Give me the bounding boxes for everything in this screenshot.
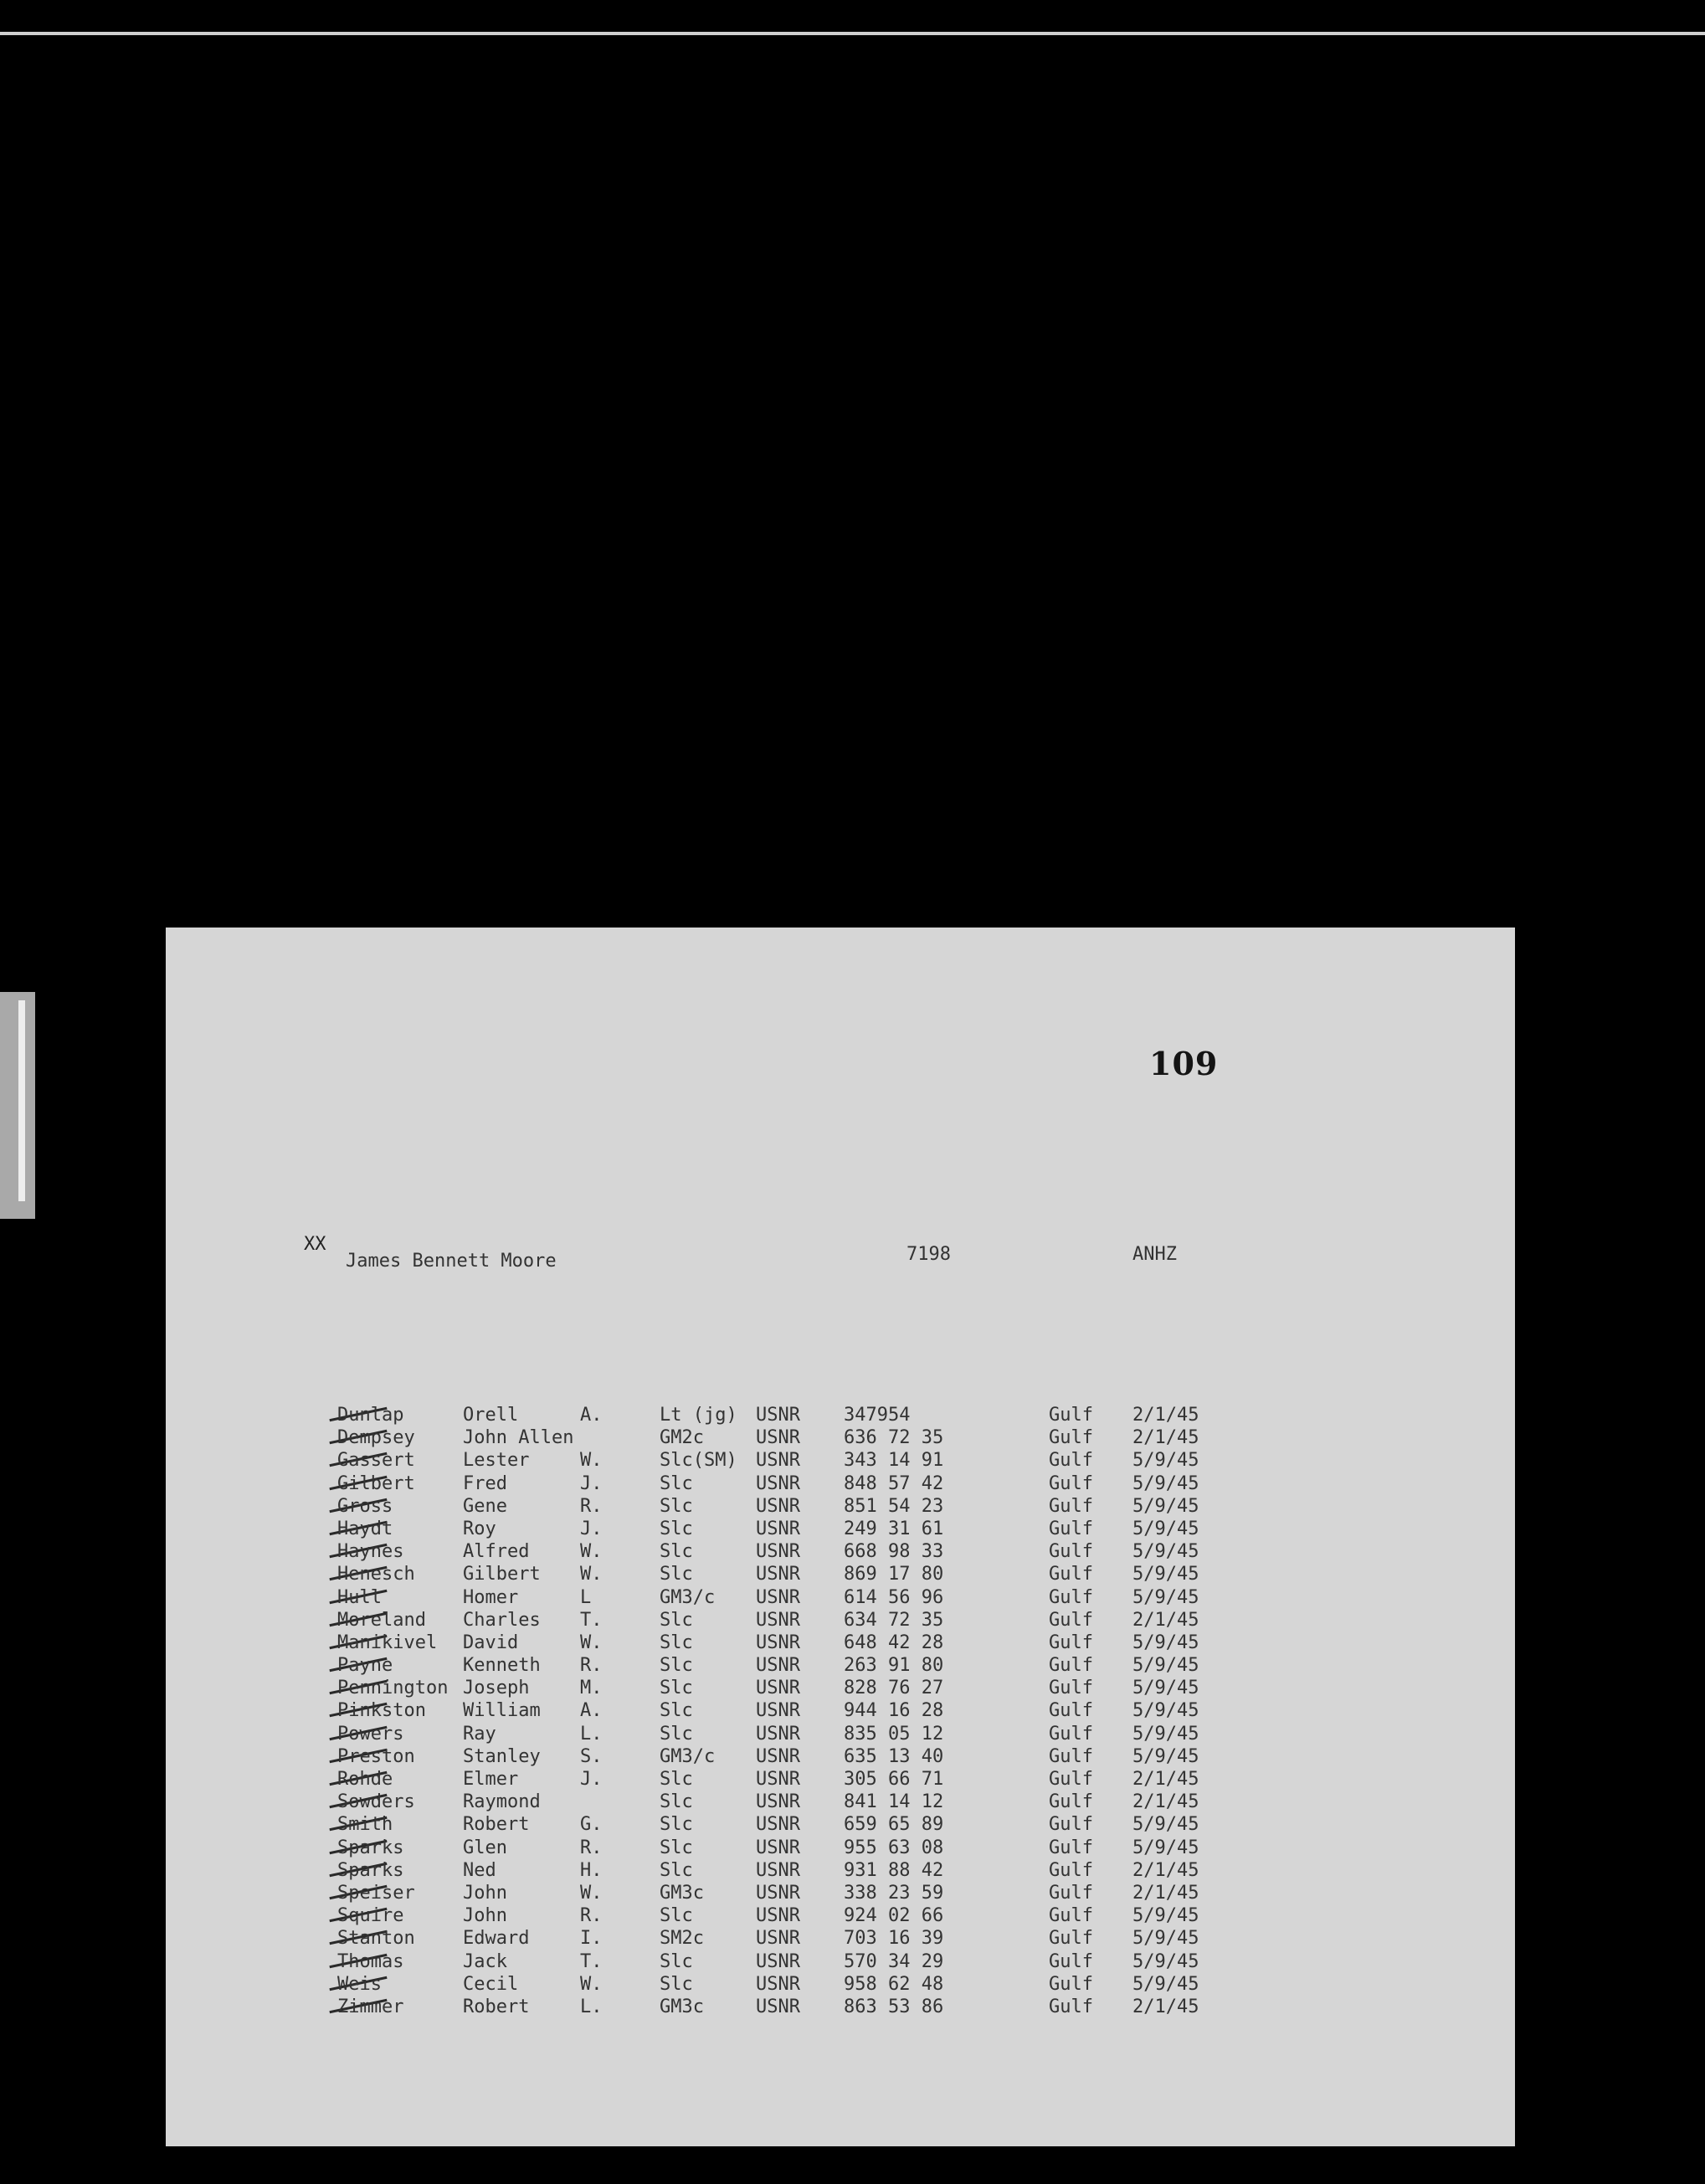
roster-row: [337, 1883, 1425, 1905]
scan-edge-shadow: [0, 992, 35, 1219]
first-name: Alfred: [463, 1541, 530, 1563]
roster-row: [337, 1678, 1425, 1700]
roster-row: [337, 1769, 1425, 1791]
date: 5/9/45: [1132, 1655, 1199, 1677]
last-name: Gassert: [337, 1450, 415, 1472]
middle-initial: T.: [580, 1950, 603, 1972]
place: Gulf: [1049, 1814, 1093, 1836]
branch: USNR: [756, 1973, 800, 1995]
rate: GM3/c: [660, 1745, 716, 1767]
branch: USNR: [756, 1472, 800, 1494]
last-name: Dempsey: [337, 1427, 415, 1449]
middle-initial: W.: [580, 1450, 603, 1472]
rate: Slc: [660, 1541, 693, 1563]
place: Gulf: [1049, 1472, 1093, 1494]
rate: Slc: [660, 1905, 693, 1927]
roster-row: [337, 1700, 1425, 1723]
roster-row: [337, 1405, 1425, 1427]
place: Gulf: [1049, 1996, 1093, 2017]
officer-name: James Bennett Moore: [346, 1251, 557, 1272]
rate: GM2c: [660, 1427, 704, 1449]
rate: SM2c: [660, 1928, 704, 1950]
last-name: Sowders: [337, 1791, 415, 1813]
branch: USNR: [756, 1996, 800, 2017]
first-name: Jack: [463, 1950, 507, 1972]
date: 5/9/45: [1132, 1928, 1199, 1950]
first-name: John: [463, 1882, 507, 1904]
last-name: Moreland: [337, 1609, 426, 1631]
page-number: 109: [1149, 1045, 1219, 1082]
date: 5/9/45: [1132, 1518, 1199, 1539]
branch: USNR: [756, 1655, 800, 1677]
middle-initial: W.: [580, 1882, 603, 1904]
rate: Slc: [660, 1791, 693, 1813]
service-number: 924 02 66: [844, 1905, 944, 1927]
middle-initial: S.: [580, 1745, 603, 1767]
first-name: Raymond: [463, 1791, 541, 1813]
rate: Slc: [660, 1678, 693, 1699]
date: 5/9/45: [1132, 1632, 1199, 1653]
last-name: Henesch: [337, 1564, 415, 1585]
date: 5/9/45: [1132, 1700, 1199, 1722]
place: Gulf: [1049, 1859, 1093, 1881]
last-name: Speiser: [337, 1882, 415, 1904]
service-number: 828 76 27: [844, 1678, 944, 1699]
roster-row: [337, 1951, 1425, 1974]
branch: USNR: [756, 1791, 800, 1813]
first-name: Ned: [463, 1859, 496, 1881]
rate: GM3c: [660, 1882, 704, 1904]
date: 5/9/45: [1132, 1678, 1199, 1699]
first-name: Orell: [463, 1405, 519, 1426]
roster-row: [337, 1473, 1425, 1496]
place: Gulf: [1049, 1541, 1093, 1563]
roster-row: [337, 1746, 1425, 1769]
middle-initial: W.: [580, 1541, 603, 1563]
service-number: 869 17 80: [844, 1564, 944, 1585]
first-name: Joseph: [463, 1678, 530, 1699]
top-rule: [0, 32, 1705, 35]
rate: Slc: [660, 1564, 693, 1585]
service-number: 343 14 91: [844, 1450, 944, 1472]
first-name: Ray: [463, 1723, 496, 1745]
last-name: Pennington: [337, 1678, 449, 1699]
last-name: Thomas: [337, 1950, 404, 1972]
roster-row: [337, 1837, 1425, 1860]
rate: Slc: [660, 1655, 693, 1677]
date: 2/1/45: [1132, 1859, 1199, 1881]
roster-row: [337, 1996, 1425, 2019]
last-name: Haynes: [337, 1541, 404, 1563]
first-name: John: [463, 1905, 507, 1927]
first-name: Elmer: [463, 1769, 519, 1790]
middle-initial: I.: [580, 1928, 603, 1950]
rate: Slc: [660, 1518, 693, 1539]
place: Gulf: [1049, 1678, 1093, 1699]
first-name: Gene: [463, 1495, 507, 1517]
place: Gulf: [1049, 1564, 1093, 1585]
last-name: Rohde: [337, 1769, 393, 1790]
first-name: William: [463, 1700, 541, 1722]
first-name: Fred: [463, 1472, 507, 1494]
service-number: 835 05 12: [844, 1723, 944, 1745]
branch: USNR: [756, 1950, 800, 1972]
first-name: Stanley: [463, 1745, 541, 1767]
roster-row: [337, 1519, 1425, 1541]
service-number: 249 31 61: [844, 1518, 944, 1539]
document-page: [166, 928, 1515, 2146]
place: Gulf: [1049, 1745, 1093, 1767]
middle-initial: W.: [580, 1632, 603, 1653]
place: Gulf: [1049, 1837, 1093, 1858]
service-number: 636 72 35: [844, 1427, 944, 1449]
rate: Slc: [660, 1769, 693, 1790]
place: Gulf: [1049, 1973, 1093, 1995]
roster-row: [337, 1905, 1425, 1928]
date: 5/9/45: [1132, 1973, 1199, 1995]
last-name: Dunlap: [337, 1405, 404, 1426]
last-name: Gross: [337, 1495, 393, 1517]
middle-initial: L.: [580, 1996, 603, 2017]
date: 2/1/45: [1132, 1769, 1199, 1790]
branch: USNR: [756, 1518, 800, 1539]
service-number: 668 98 33: [844, 1541, 944, 1563]
date: 2/1/45: [1132, 1791, 1199, 1813]
branch: USNR: [756, 1905, 800, 1927]
first-name: Kenneth: [463, 1655, 541, 1677]
place: Gulf: [1049, 1450, 1093, 1472]
middle-initial: W.: [580, 1973, 603, 1995]
roster-row: [337, 1496, 1425, 1519]
place: Gulf: [1049, 1723, 1093, 1745]
rate: Slc: [660, 1837, 693, 1858]
date: 5/9/45: [1132, 1837, 1199, 1858]
scan-edge-highlight: [18, 1000, 25, 1201]
roster-row: [337, 1610, 1425, 1632]
branch: USNR: [756, 1859, 800, 1881]
service-number: 944 16 28: [844, 1700, 944, 1722]
service-number: 614 56 96: [844, 1586, 944, 1608]
service-number: 931 88 42: [844, 1859, 944, 1881]
service-number: 648 42 28: [844, 1632, 944, 1653]
middle-initial: R.: [580, 1655, 603, 1677]
middle-initial: R.: [580, 1905, 603, 1927]
rate: Slc: [660, 1700, 693, 1722]
date: 2/1/45: [1132, 1882, 1199, 1904]
date: 5/9/45: [1132, 1745, 1199, 1767]
roster-row: [337, 1860, 1425, 1883]
place: Gulf: [1049, 1928, 1093, 1950]
branch: USNR: [756, 1564, 800, 1585]
date: 5/9/45: [1132, 1450, 1199, 1472]
roster-row: [337, 1724, 1425, 1746]
officer-mark: XX: [304, 1234, 326, 1255]
service-number: 703 16 39: [844, 1928, 944, 1950]
roster-row: [337, 1814, 1425, 1837]
officer-header: [304, 1234, 1225, 1279]
service-number: 635 13 40: [844, 1745, 944, 1767]
roster-row: [337, 1541, 1425, 1564]
middle-initial: T.: [580, 1609, 603, 1631]
middle-initial: J.: [580, 1518, 603, 1539]
date: 2/1/45: [1132, 1405, 1199, 1426]
rate: Lt (jg): [660, 1405, 737, 1426]
place: Gulf: [1049, 1791, 1093, 1813]
place: Gulf: [1049, 1882, 1093, 1904]
first-name: Cecil: [463, 1973, 519, 1995]
service-number: 570 34 29: [844, 1950, 944, 1972]
last-name: Squire: [337, 1905, 404, 1927]
middle-initial: M.: [580, 1678, 603, 1699]
rate: Slc: [660, 1495, 693, 1517]
place: Gulf: [1049, 1586, 1093, 1608]
middle-initial: L.: [580, 1723, 603, 1745]
date: 2/1/45: [1132, 1609, 1199, 1631]
service-number: 848 57 42: [844, 1472, 944, 1494]
first-name: Charles: [463, 1609, 541, 1631]
place: Gulf: [1049, 1769, 1093, 1790]
service-number: 955 63 08: [844, 1837, 944, 1858]
date: 2/1/45: [1132, 1427, 1199, 1449]
last-name: Stanton: [337, 1928, 415, 1950]
last-name: Powers: [337, 1723, 404, 1745]
branch: USNR: [756, 1495, 800, 1517]
rate: Slc: [660, 1950, 693, 1972]
first-name: Gilbert: [463, 1564, 541, 1585]
service-number: 863 53 86: [844, 1996, 944, 2017]
branch: USNR: [756, 1837, 800, 1858]
branch: USNR: [756, 1541, 800, 1563]
place: Gulf: [1049, 1518, 1093, 1539]
branch: USNR: [756, 1723, 800, 1745]
first-name: John Allen: [463, 1427, 574, 1449]
place: Gulf: [1049, 1905, 1093, 1927]
rate: Slc: [660, 1973, 693, 1995]
place: Gulf: [1049, 1700, 1093, 1722]
rate: Slc: [660, 1609, 693, 1631]
branch: USNR: [756, 1450, 800, 1472]
date: 5/9/45: [1132, 1586, 1199, 1608]
place: Gulf: [1049, 1950, 1093, 1972]
first-name: Homer: [463, 1586, 519, 1608]
rate: Slc: [660, 1723, 693, 1745]
place: Gulf: [1049, 1495, 1093, 1517]
place: Gulf: [1049, 1609, 1093, 1631]
last-name: Haydt: [337, 1518, 393, 1539]
roster-row: [337, 1450, 1425, 1472]
date: 5/9/45: [1132, 1814, 1199, 1836]
last-name: Hull: [337, 1586, 382, 1608]
first-name: Roy: [463, 1518, 496, 1539]
place: Gulf: [1049, 1405, 1093, 1426]
roster-list: [337, 1405, 1425, 2019]
roster-row: [337, 1564, 1425, 1586]
date: 5/9/45: [1132, 1950, 1199, 1972]
date: 5/9/45: [1132, 1541, 1199, 1563]
middle-initial: J.: [580, 1472, 603, 1494]
last-name: Smith: [337, 1814, 393, 1836]
date: 5/9/45: [1132, 1472, 1199, 1494]
roster-row: [337, 1974, 1425, 1996]
date: 5/9/45: [1132, 1564, 1199, 1585]
middle-initial: W.: [580, 1564, 603, 1585]
service-number: 634 72 35: [844, 1609, 944, 1631]
first-name: Edward: [463, 1928, 530, 1950]
place: Gulf: [1049, 1427, 1093, 1449]
middle-initial: A.: [580, 1405, 603, 1426]
rate: Slc(SM): [660, 1450, 737, 1472]
service-number: 659 65 89: [844, 1814, 944, 1836]
first-name: Robert: [463, 1996, 530, 2017]
branch: USNR: [756, 1928, 800, 1950]
middle-initial: H.: [580, 1859, 603, 1881]
branch: USNR: [756, 1769, 800, 1790]
last-name: Preston: [337, 1745, 415, 1767]
branch: USNR: [756, 1700, 800, 1722]
roster-row: [337, 1928, 1425, 1950]
rate: Slc: [660, 1859, 693, 1881]
branch: USNR: [756, 1678, 800, 1699]
service-number: 841 14 12: [844, 1791, 944, 1813]
officer-rate: ANHZ: [1132, 1244, 1177, 1265]
branch: USNR: [756, 1882, 800, 1904]
service-number: 338 23 59: [844, 1882, 944, 1904]
last-name: Payne: [337, 1655, 393, 1677]
officer-number: 7198: [906, 1244, 951, 1265]
branch: USNR: [756, 1632, 800, 1653]
roster-row: [337, 1655, 1425, 1678]
last-name: Zimmer: [337, 1996, 404, 2017]
branch: USNR: [756, 1814, 800, 1836]
branch: USNR: [756, 1609, 800, 1631]
roster-row: [337, 1427, 1425, 1450]
branch: USNR: [756, 1427, 800, 1449]
date: 5/9/45: [1132, 1495, 1199, 1517]
last-name: Weis: [337, 1973, 382, 1995]
service-number: 347954: [844, 1405, 911, 1426]
service-number: 305 66 71: [844, 1769, 944, 1790]
rate: GM3c: [660, 1996, 704, 2017]
last-name: Sparks: [337, 1859, 404, 1881]
service-number: 263 91 80: [844, 1655, 944, 1677]
middle-initial: G.: [580, 1814, 603, 1836]
place: Gulf: [1049, 1655, 1093, 1677]
first-name: David: [463, 1632, 519, 1653]
middle-initial: R.: [580, 1495, 603, 1517]
branch: USNR: [756, 1405, 800, 1426]
roster-row: [337, 1791, 1425, 1814]
last-name: Sparks: [337, 1837, 404, 1858]
last-name: Gilbert: [337, 1472, 415, 1494]
last-name: Pinkston: [337, 1700, 426, 1722]
branch: USNR: [756, 1586, 800, 1608]
date: 5/9/45: [1132, 1905, 1199, 1927]
rate: Slc: [660, 1472, 693, 1494]
first-name: Lester: [463, 1450, 530, 1472]
date: 5/9/45: [1132, 1723, 1199, 1745]
rate: GM3/c: [660, 1586, 716, 1608]
roster-row: [337, 1587, 1425, 1610]
middle-initial: L: [580, 1586, 592, 1608]
branch: USNR: [756, 1745, 800, 1767]
middle-initial: R.: [580, 1837, 603, 1858]
service-number: 958 62 48: [844, 1973, 944, 1995]
last-name: Manikivel: [337, 1632, 438, 1653]
service-number: 851 54 23: [844, 1495, 944, 1517]
rate: Slc: [660, 1814, 693, 1836]
date: 2/1/45: [1132, 1996, 1199, 2017]
roster-row: [337, 1632, 1425, 1655]
first-name: Robert: [463, 1814, 530, 1836]
first-name: Glen: [463, 1837, 507, 1858]
middle-initial: A.: [580, 1700, 603, 1722]
place: Gulf: [1049, 1632, 1093, 1653]
rate: Slc: [660, 1632, 693, 1653]
middle-initial: J.: [580, 1769, 603, 1790]
